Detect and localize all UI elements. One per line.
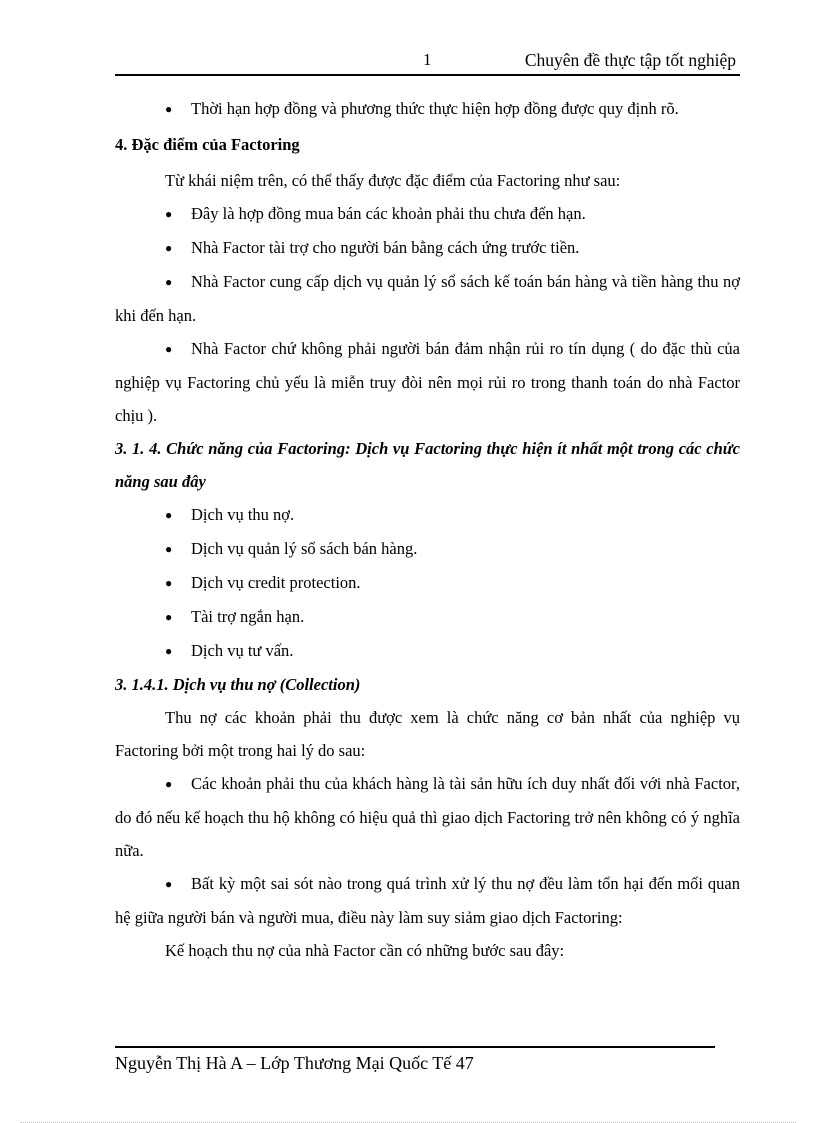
- bullet-icon: ●: [165, 342, 173, 356]
- bullet-icon: ●: [165, 508, 173, 522]
- bullet-icon: ●: [165, 777, 173, 791]
- list-item: ● Dịch vụ quản lý sổ sách bán hàng.: [115, 532, 740, 566]
- bullet-icon: ●: [165, 644, 173, 658]
- page-header: [115, 44, 740, 76]
- list-item: ● Tài trợ ngắn hạn.: [115, 600, 740, 634]
- bullet-icon: ●: [165, 207, 173, 221]
- list-item: ● Bất kỳ một sai sót nào trong quá trình xử lý thu nợ đều làm tổn hại đến mối quan hệ giữa người bán và người mua, điều này làm suy siảm giao dịch Factoring:: [115, 867, 740, 934]
- list-item: ● Nhà Factor chứ không phải người bán đảm nhận rủi ro tín dụng ( do đặc thù của nghiệp vụ Factoring chủ yếu là miễn truy đòi nên mọi rủi ro trong thanh toán do nhà Factor chịu ).: [115, 332, 740, 432]
- paragraph: Thu nợ các khoản phải thu được xem là chức năng cơ bản nhất của nghiệp vụ Factoring bởi một trong hai lý do sau:: [115, 708, 740, 760]
- paragraph: Kế hoạch thu nợ của nhà Factor cần có những bước sau đây:: [165, 941, 565, 960]
- list-item: ● Dịch vụ credit protection.: [115, 566, 740, 600]
- subsection-heading: 3. 1.4.1. Dịch vụ thu nợ (Collection): [115, 675, 361, 694]
- bullet-icon: ●: [165, 542, 173, 556]
- list-item: ● Dịch vụ tư vấn.: [115, 634, 740, 668]
- list-item: ● Đây là hợp đồng mua bán các khoản phải thu chưa đến hạn.: [115, 197, 740, 231]
- list-item: ● Nhà Factor cung cấp dịch vụ quản lý sổ sách kế toán bán hàng và tiền hàng thu nợ khi đến hạn.: [115, 265, 740, 332]
- bullet-icon: ●: [165, 576, 173, 590]
- bullet-icon: ●: [165, 102, 173, 116]
- bullet-icon: ●: [165, 877, 173, 891]
- section-heading: 3. 1. 4. Chức năng của Factoring: Dịch vụ Factoring thực hiện ít nhất một trong các chức năng sau đây: [115, 439, 740, 491]
- list-item: ● Các khoản phải thu của khách hàng là tài sản hữu ích duy nhất đối với nhà Factor, do đó nếu kế hoạch thu hộ không có hiệu quả thì giao dịch Factoring trở nên không có ý nghĩa nữa.: [115, 767, 740, 867]
- bullet-icon: ●: [165, 610, 173, 624]
- footer-text: Nguyễn Thị Hà A – Lớp Thương Mại Quốc Tế 47: [115, 1053, 474, 1073]
- footer-rule: [115, 1046, 715, 1048]
- bullet-icon: ●: [165, 241, 173, 255]
- document-body: [115, 92, 740, 967]
- paragraph: Từ khái niệm trên, có thể thấy được đặc điểm của Factoring như sau:: [165, 171, 621, 190]
- list-item: ● Dịch vụ thu nợ.: [115, 498, 740, 532]
- bullet-icon: ●: [165, 275, 173, 289]
- list-item: ● Thời hạn hợp đồng và phương thức thực hiện hợp đồng được quy định rõ.: [115, 92, 740, 126]
- page-number: 1: [423, 50, 432, 69]
- list-item: ● Nhà Factor tài trợ cho người bán bằng cách ứng trước tiền.: [115, 231, 740, 265]
- section-heading: 4. Đặc điểm của Factoring: [115, 135, 300, 154]
- header-title: Chuyên đề thực tập tốt nghiệp: [524, 50, 736, 70]
